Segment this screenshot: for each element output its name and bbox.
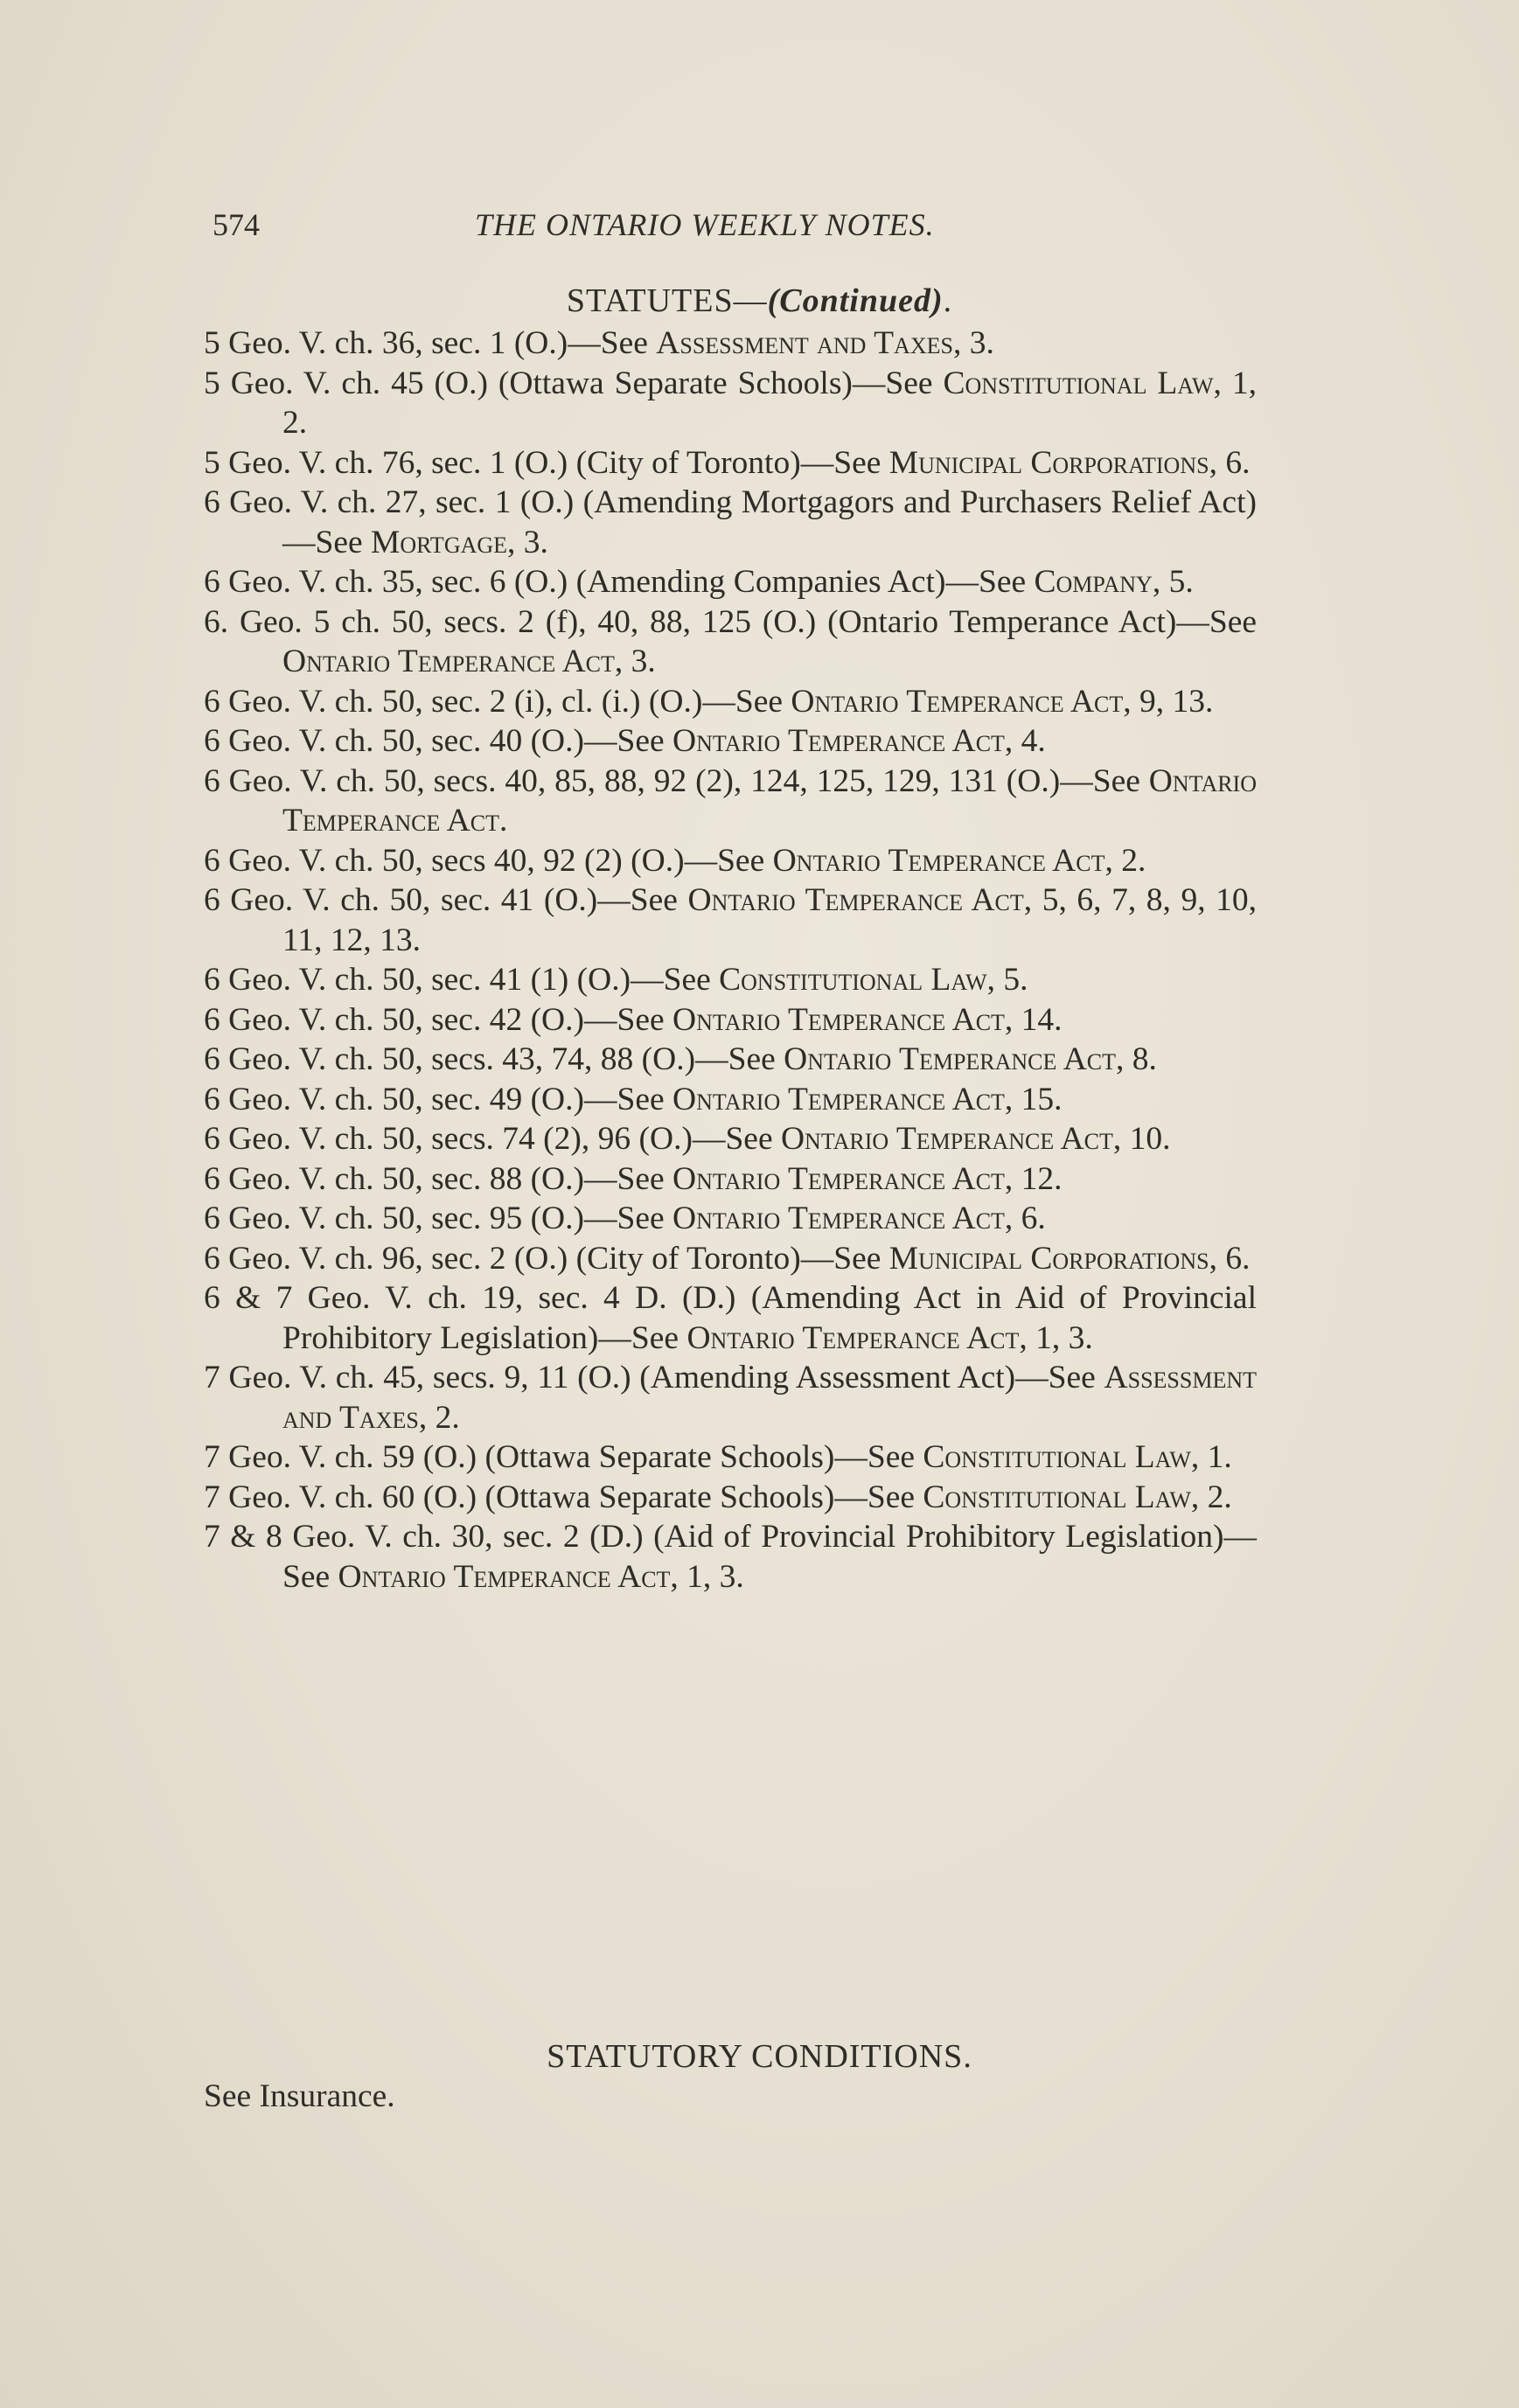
entry-tail: , 5. [1152, 564, 1194, 600]
statute-entry [204, 483, 1257, 562]
statute-entry [204, 324, 1257, 364]
statute-entry [204, 1278, 1257, 1358]
entry-citation: 6 & 7 Geo. V. ch. 19, sec. 4 D. (D.) (Amending Act in Aid of Provincial Prohibitory Legislation)—See [204, 1280, 1257, 1356]
entry-tail: . [498, 803, 508, 839]
statute-entry [204, 721, 1257, 762]
statute-entry [204, 443, 1257, 484]
entry-citation: 6 Geo. V. ch. 50, sec. 2 (i), cl. (i.) (O.)—See [204, 683, 791, 720]
entry-citation: 6 Geo. V. ch. 27, sec. 1 (O.) (Amending Mortgagors and Purchasers Relief Act)—See [204, 484, 1257, 560]
entry-citation: 6 Geo. V. ch. 50, secs. 43, 74, 88 (O.)—See [204, 1041, 784, 1077]
entry-citation: 6 Geo. V. ch. 50, sec. 88 (O.)—See [204, 1160, 673, 1197]
entry-tail: , 2. [1190, 1479, 1232, 1515]
statute-entry [204, 1119, 1257, 1159]
entry-citation: 7 Geo. V. ch. 45, secs. 9, 11 (O.) (Amending Assessment Act)—See [204, 1360, 1104, 1395]
entry-tail: , 1, 3. [670, 1558, 744, 1595]
entry-tail: , 8. [1116, 1041, 1157, 1077]
entry-citation: 6 Geo. V. ch. 50, sec. 40 (O.)—See [204, 723, 673, 759]
entry-topic: Ontario Temperance Act [672, 1201, 1005, 1236]
entry-topic: Ontario Temperance Act [672, 1081, 1005, 1117]
statute-entry [204, 1478, 1257, 1518]
statute-entry [204, 960, 1257, 1000]
entry-citation: 6 Geo. V. ch. 50, sec. 41 (1) (O.)—See [204, 962, 720, 998]
entry-tail: , 6. [1004, 1201, 1046, 1236]
entry-tail: , 6. [1209, 1240, 1251, 1277]
statute-entry [204, 1040, 1257, 1080]
running-header [213, 206, 1257, 250]
entry-tail: , 2. [1104, 842, 1146, 879]
entry-topic: Mortgage [371, 524, 508, 560]
entry-topic: Assessment and Taxes [656, 325, 953, 361]
entry-topic: Ontario Temperance Act [672, 723, 1005, 759]
entry-citation: 6 Geo. V. ch. 50, sec. 95 (O.)—See [204, 1201, 673, 1236]
statutes-entry-list [204, 324, 1257, 1597]
entry-topic: Ontario Temperance Act [338, 1558, 671, 1595]
statute-entry [204, 602, 1257, 682]
statute-entry [204, 364, 1257, 443]
entry-topic: Constitutional Law [923, 1479, 1191, 1515]
entry-topic: Ontario Temperance Act [687, 882, 1024, 918]
entry-tail: , 10. [1112, 1121, 1171, 1157]
entry-topic: Ontario Temperance Act [686, 1319, 1020, 1356]
entry-topic: Ontario Temperance Act [784, 1041, 1117, 1077]
section-heading-statutes [0, 282, 1519, 320]
statute-entry [204, 1437, 1257, 1478]
entry-topic: Ontario Temperance Act [791, 683, 1124, 720]
entry-topic: Ontario Temperance Act [780, 1121, 1113, 1157]
entry-topic: Constitutional Law [923, 1439, 1191, 1475]
entry-citation: 5 Geo. V. ch. 36, sec. 1 (O.)—See [204, 325, 657, 361]
entry-tail: , 14. [1004, 1001, 1063, 1038]
statute-entry [204, 1239, 1257, 1279]
entry-citation: 6. Geo. 5 ch. 50, secs. 2 (f), 40, 88, 125 (O.) (Ontario Temperance Act)—See [204, 603, 1257, 640]
entry-citation: 6 Geo. V. ch. 50, secs 40, 92 (2) (O.)—See [204, 842, 773, 879]
cross-reference: See Insurance. [204, 2078, 395, 2114]
entry-tail: , 6. [1209, 444, 1251, 481]
entry-tail: , 4. [1004, 723, 1046, 759]
entry-citation: 6 Geo. V. ch. 50, sec. 42 (O.)—See [204, 1001, 673, 1038]
entry-tail: , 15. [1004, 1081, 1063, 1117]
statute-entry [204, 841, 1257, 881]
entry-tail: , 3. [507, 524, 548, 560]
entry-tail: , 5. [986, 962, 1028, 998]
entry-citation: 7 Geo. V. ch. 59 (O.) (Ottawa Separate Schools)—See [204, 1439, 923, 1475]
entry-topic: Ontario Temperance Act [672, 1001, 1005, 1038]
statute-entry [204, 1517, 1257, 1597]
section-heading-text: STATUTES— [566, 282, 768, 319]
entry-topic: Constitutional Law [719, 962, 987, 998]
statute-entry [204, 682, 1257, 722]
entry-topic: Municipal Corporations [888, 444, 1209, 481]
statute-entry [204, 1199, 1257, 1239]
entry-citation: 6 Geo. V. ch. 50, secs. 40, 85, 88, 92 (2), 124, 125, 129, 131 (O.)—See [204, 762, 1149, 799]
entry-citation: 6 Geo. V. ch. 50, secs. 74 (2), 96 (O.)—See [204, 1121, 781, 1157]
statute-entry [204, 1358, 1257, 1437]
entry-tail: , 1, 2. [282, 365, 1257, 441]
entry-tail: , 9, 13. [1123, 683, 1214, 720]
statute-entry [204, 562, 1257, 602]
entry-topic: Ontario Temperance Act [282, 644, 615, 679]
entry-topic: Ontario Temperance Act [772, 842, 1105, 879]
entry-topic: Ontario Temperance Act [282, 762, 1257, 839]
entry-topic: Ontario Temperance Act [672, 1160, 1005, 1197]
entry-citation: 7 & 8 Geo. V. ch. 30, sec. 2 (D.) (Aid of Provincial Prohibitory Legislation)—See [204, 1519, 1257, 1595]
entry-topic: Constitutional Law [943, 365, 1214, 401]
entry-citation: 6 Geo. V. ch. 35, sec. 6 (O.) (Amending Companies Act)—See [204, 564, 1035, 600]
entry-citation: 5 Geo. V. ch. 45 (O.) (Ottawa Separate Schools)—See [204, 365, 944, 401]
statute-entry [204, 880, 1257, 960]
statute-entry [204, 1159, 1257, 1200]
entry-citation: 5 Geo. V. ch. 76, sec. 1 (O.) (City of Toronto)—See [204, 444, 889, 481]
entry-topic: Assessment and Taxes [282, 1360, 1257, 1436]
section-heading-period: . [943, 282, 953, 319]
running-title: THE ONTARIO WEEKLY NOTES. [475, 207, 935, 242]
entry-tail: , 3. [614, 644, 656, 679]
entry-citation: 6 Geo. V. ch. 50, sec. 41 (O.)—See [204, 882, 688, 918]
statute-entry [204, 762, 1257, 841]
entry-tail: , 1, 3. [1019, 1319, 1093, 1356]
entry-tail: , 2. [418, 1399, 460, 1436]
statute-entry [204, 1080, 1257, 1120]
entry-citation: 6 Geo. V. ch. 96, sec. 2 (O.) (City of Toronto)—See [204, 1240, 889, 1277]
entry-citation: 7 Geo. V. ch. 60 (O.) (Ottawa Separate Schools)—See [204, 1479, 923, 1515]
entry-topic: Municipal Corporations [888, 1240, 1209, 1277]
entry-tail: , 1. [1190, 1439, 1232, 1475]
entry-citation: 6 Geo. V. ch. 50, sec. 49 (O.)—See [204, 1081, 673, 1117]
section-heading-statutory-conditions: STATUTORY CONDITIONS. [547, 2038, 972, 2075]
entry-tail: , 12. [1004, 1160, 1063, 1197]
section-heading-continued: (Continued) [767, 282, 944, 319]
entry-tail: , 3. [952, 325, 994, 361]
entry-topic: Company [1034, 564, 1153, 600]
page-number: 574 [213, 207, 260, 242]
statute-entry [204, 1000, 1257, 1040]
entry-tail: , 5, 6, 7, 8, 9, 10, 11, 12, 13. [282, 882, 1257, 958]
